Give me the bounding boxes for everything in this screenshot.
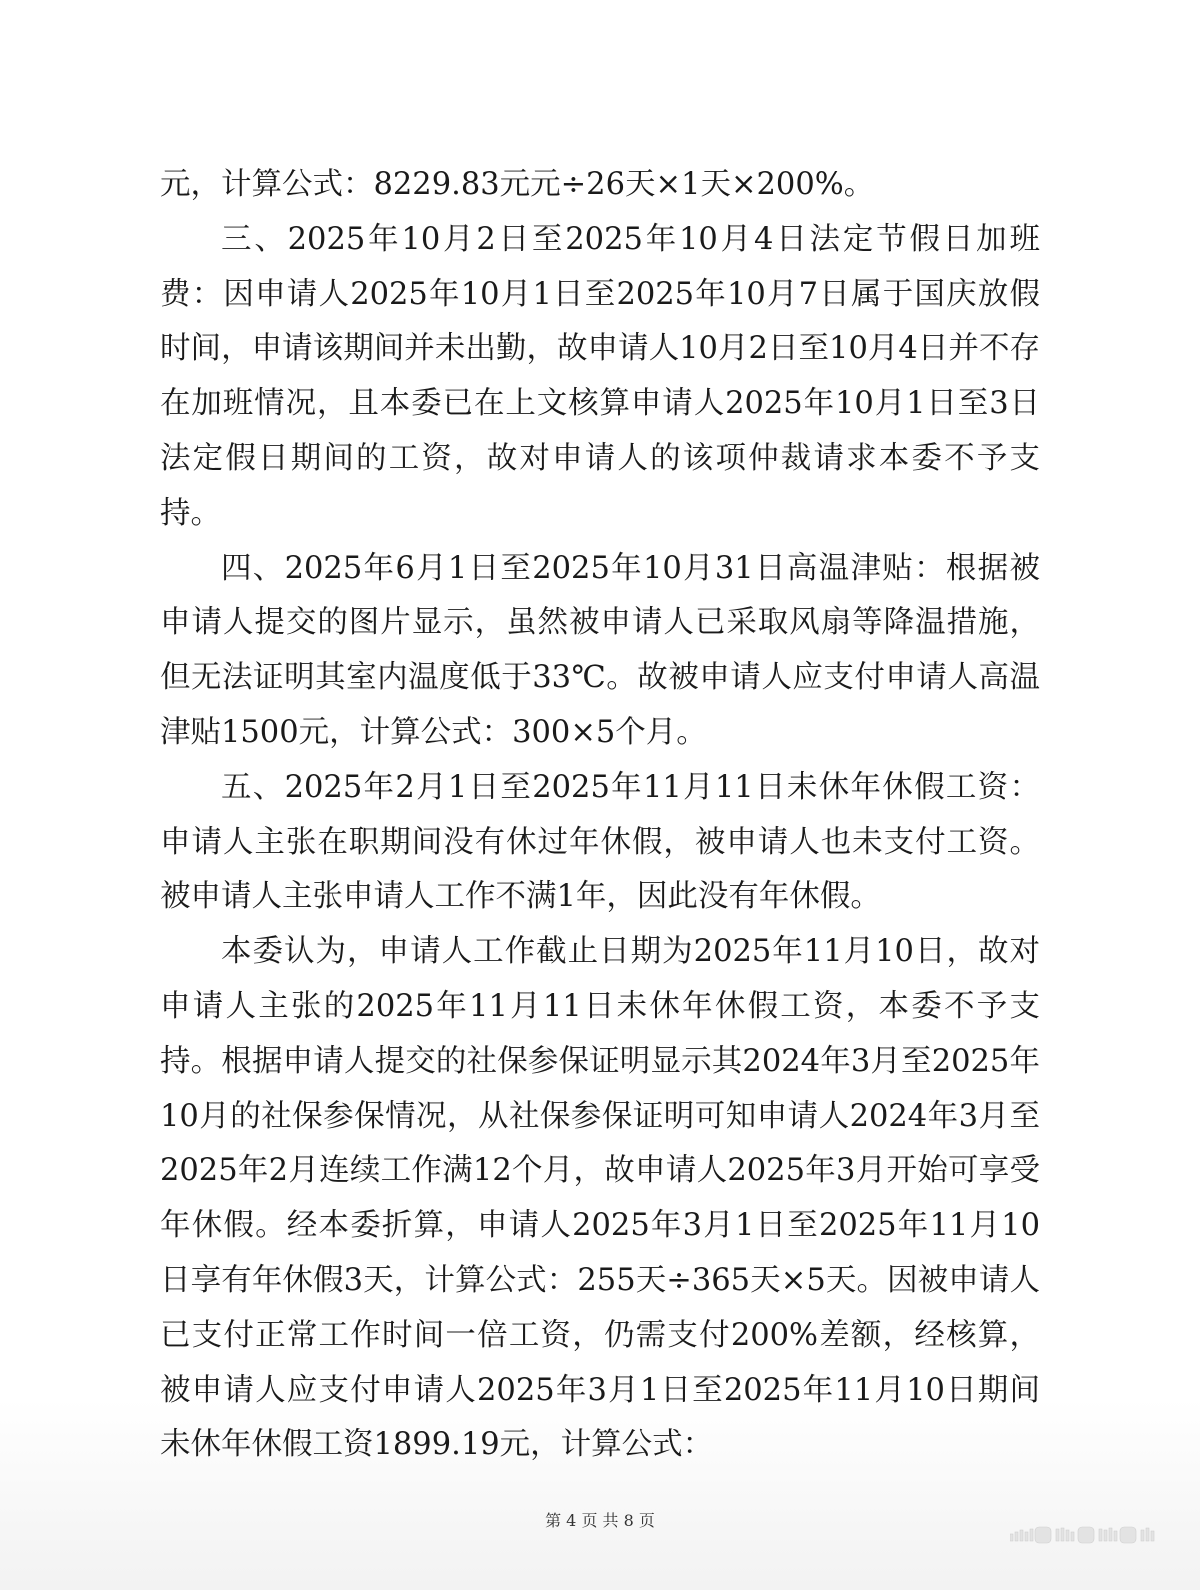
paragraph-continuation: 元，计算公式：8229.83元元÷26天×1天×200%。 (160, 167, 875, 202)
page-number-footer: 第 4 页 共 8 页 (545, 1511, 655, 1530)
document-body (160, 158, 1040, 1473)
watermark-icon (1010, 1525, 1160, 1547)
paragraph-item-4-heat-allowance: 四、2025年6月1日至2025年10月31日高温津贴：根据被申请人提交的图片显示，虽然被申请人已采取风扇等降温措施，但无法证明其室内温度低于33℃。故被申请人应支付申请人高温津贴1500元，计算公式：300×5个月。 (160, 550, 1040, 750)
paragraph-committee-opinion: 本委认为，申请人工作截止日期为2025年11月10日，故对申请人主张的2025年11月11日未休年休假工资，本委不予支持。根据申请人提交的社保参保证明显示其2024年3月至2025年10月的社保参保情况，从社保参保证明可知申请人2024年3月至2025年2月连续工作满12个月，故申请人2025年3月开始可享受年休假。经本委折算，申请人2025年3月1日至2025年11月10日享有年休假3天，计算公式：255天÷365天×5天。因被申请人已支付正常工作时间一倍工资，仍需支付200%差额，经核算，被申请人应支付申请人2025年3月1日至2025年11月10日期间未休年休假工资1899.19元，计算公式： (160, 934, 1040, 1463)
paragraph-item-5-annual-leave: 五、2025年2月1日至2025年11月11日未休年休假工资：申请人主张在职期间没有休过年休假，被申请人也未支付工资。被申请人主张申请人工作不满1年，因此没有年休假。 (160, 769, 1040, 915)
paragraph-item-3-overtime: 三、2025年10月2日至2025年10月4日法定节假日加班费：因申请人2025年10月1日至2025年10月7日属于国庆放假时间，申请该期间并未出勤，故申请人10月2日至10月4日并不存在加班情况，且本委已在上文核算申请人2025年10月1日至3日法定假日期间的工资，故对申请人的该项仲裁请求本委不予支持。 (160, 221, 1040, 531)
